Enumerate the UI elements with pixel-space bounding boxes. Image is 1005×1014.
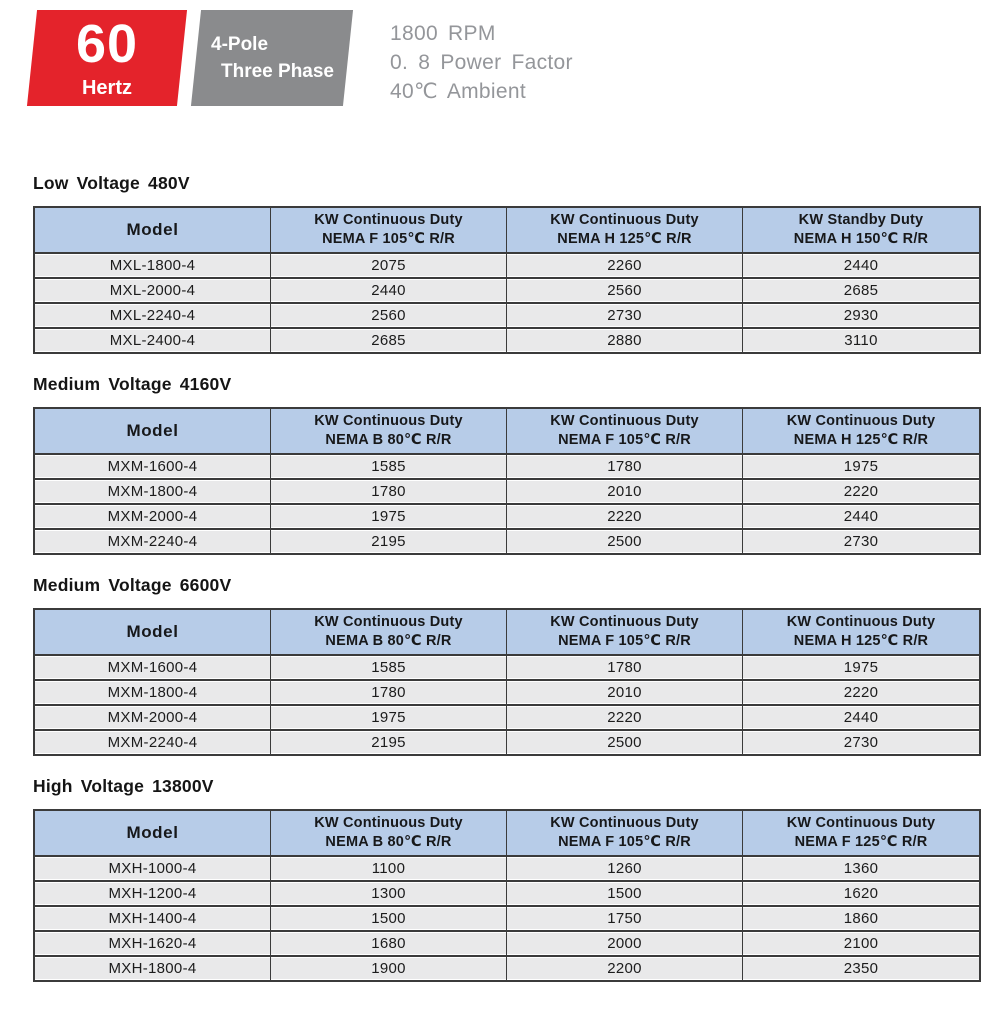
column-header-line2: NEMA H 125℃ R/R — [793, 432, 929, 448]
model-cell: MXM-1800-4 — [35, 480, 271, 505]
table-row — [35, 932, 979, 957]
section-title: Medium Voltage 6600V — [33, 575, 232, 595]
model-cell: MXH-1800-4 — [35, 957, 271, 980]
column-header-line1: KW Continuous Duty — [550, 815, 699, 831]
column-header-line1: KW Continuous Duty — [786, 413, 936, 429]
column-header-line1: KW Continuous Duty — [550, 212, 699, 228]
kw-value-cell: 2685 — [743, 279, 979, 304]
section-title: High Voltage 13800V — [33, 776, 214, 796]
kw-value-cell: 1975 — [743, 656, 979, 681]
kw-value-cell: 2075 — [271, 254, 507, 279]
kw-value-cell: 2260 — [507, 254, 743, 279]
kw-value-cell: 2195 — [271, 731, 507, 754]
table-row — [35, 530, 979, 553]
column-header-kw — [507, 208, 743, 254]
kw-value-cell: 1975 — [271, 505, 507, 530]
model-cell: MXM-1600-4 — [35, 656, 271, 681]
column-header-line1: KW Continuous Duty — [314, 413, 463, 429]
model-cell: MXM-2240-4 — [35, 530, 271, 553]
kw-value-cell: 1100 — [271, 857, 507, 882]
section-title: Medium Voltage 4160V — [33, 374, 232, 394]
kw-value-cell: 2220 — [507, 505, 743, 530]
hertz-badge — [27, 10, 187, 106]
model-cell: MXL-2240-4 — [35, 304, 271, 329]
table-row — [35, 907, 979, 932]
column-header-kw — [507, 610, 743, 656]
kw-value-cell: 1620 — [743, 882, 979, 907]
table-row — [35, 329, 979, 352]
model-cell: MXH-1000-4 — [35, 857, 271, 882]
spec-line-rpm: 1800 RPM — [390, 22, 496, 45]
kw-value-cell: 2560 — [271, 304, 507, 329]
table-row — [35, 857, 979, 882]
kw-value-cell: 1585 — [271, 455, 507, 480]
kw-value-cell: 1360 — [743, 857, 979, 882]
column-header-line1: KW Continuous Duty — [314, 815, 463, 831]
kw-value-cell: 2200 — [507, 957, 743, 980]
column-header-kw — [271, 610, 507, 656]
model-cell: MXL-2400-4 — [35, 329, 271, 352]
column-header-line2: NEMA F 105℃ R/R — [558, 633, 691, 649]
kw-value-cell: 2010 — [507, 681, 743, 706]
rating-table — [33, 206, 981, 354]
kw-value-cell: 1750 — [507, 907, 743, 932]
model-cell: MXL-2000-4 — [35, 279, 271, 304]
column-header-line2: NEMA B 80℃ R/R — [325, 834, 452, 850]
kw-value-cell: 2930 — [743, 304, 979, 329]
pole-label: 4-Pole — [211, 34, 269, 55]
kw-value-cell: 2100 — [743, 932, 979, 957]
model-cell: MXL-1800-4 — [35, 254, 271, 279]
column-header-line2: NEMA F 105℃ R/R — [558, 432, 691, 448]
kw-value-cell: 2440 — [271, 279, 507, 304]
kw-value-cell: 3110 — [743, 329, 979, 352]
kw-value-cell: 2440 — [743, 254, 979, 279]
model-cell: MXM-1800-4 — [35, 681, 271, 706]
kw-value-cell: 1780 — [507, 455, 743, 480]
kw-value-cell: 2730 — [743, 731, 979, 754]
table-row — [35, 957, 979, 980]
table-row — [35, 731, 979, 754]
column-header-line1: KW Continuous Duty — [786, 614, 936, 630]
rating-table — [33, 809, 981, 982]
voltage-section — [33, 173, 985, 354]
voltage-section — [33, 575, 985, 756]
kw-value-cell: 2010 — [507, 480, 743, 505]
column-header-model: Model — [35, 610, 271, 656]
column-header-line2: NEMA F 105℃ R/R — [558, 834, 691, 850]
table-row — [35, 882, 979, 907]
kw-value-cell: 2500 — [507, 731, 743, 754]
column-header-line2: NEMA H 150℃ R/R — [793, 231, 929, 247]
column-header-kw — [271, 409, 507, 455]
column-header-kw — [743, 610, 979, 656]
kw-value-cell: 1780 — [507, 656, 743, 681]
model-cell: MXM-1600-4 — [35, 455, 271, 480]
kw-value-cell: 2220 — [743, 681, 979, 706]
kw-value-cell: 2440 — [743, 706, 979, 731]
column-header-kw — [271, 811, 507, 857]
column-header-model: Model — [35, 208, 271, 254]
pole-phase-badge — [191, 10, 353, 106]
kw-value-cell: 2560 — [507, 279, 743, 304]
kw-value-cell: 1500 — [507, 882, 743, 907]
column-header-line2: NEMA F 105℃ R/R — [322, 231, 455, 247]
column-header-kw — [743, 409, 979, 455]
column-header-model: Model — [35, 811, 271, 857]
kw-value-cell: 1260 — [507, 857, 743, 882]
kw-value-cell: 1300 — [271, 882, 507, 907]
rating-tables — [33, 173, 985, 982]
column-header-line2: NEMA H 125℃ R/R — [557, 231, 692, 247]
column-header-line2: NEMA B 80℃ R/R — [325, 633, 452, 649]
kw-value-cell: 2000 — [507, 932, 743, 957]
model-cell: MXH-1400-4 — [35, 907, 271, 932]
column-header-model: Model — [35, 409, 271, 455]
kw-value-cell: 1585 — [271, 656, 507, 681]
column-header-line2: NEMA B 80℃ R/R — [325, 432, 452, 448]
kw-value-cell: 1860 — [743, 907, 979, 932]
kw-value-cell: 2730 — [507, 304, 743, 329]
rating-table — [33, 407, 981, 555]
column-header-line1: KW Continuous Duty — [314, 212, 463, 228]
table-row — [35, 455, 979, 480]
model-cell: MXM-2240-4 — [35, 731, 271, 754]
table-header-row — [35, 409, 979, 455]
kw-value-cell: 1780 — [271, 681, 507, 706]
column-header-kw — [743, 811, 979, 857]
table-row — [35, 279, 979, 304]
model-cell: MXH-1200-4 — [35, 882, 271, 907]
column-header-kw — [743, 208, 979, 254]
voltage-section — [33, 776, 985, 982]
kw-value-cell: 2220 — [743, 480, 979, 505]
kw-value-cell: 2880 — [507, 329, 743, 352]
spec-line-ambient: 40℃ Ambient — [390, 80, 526, 103]
column-header-kw — [507, 409, 743, 455]
column-header-line1: KW Standby Duty — [798, 212, 924, 228]
column-header-line1: KW Continuous Duty — [314, 614, 463, 630]
table-row — [35, 304, 979, 329]
table-row — [35, 681, 979, 706]
table-header-row — [35, 811, 979, 857]
spec-list — [390, 19, 573, 106]
model-cell: MXM-2000-4 — [35, 505, 271, 530]
column-header-line1: KW Continuous Duty — [550, 614, 699, 630]
kw-value-cell: 2195 — [271, 530, 507, 553]
spec-line-power-factor: 0. 8 Power Factor — [390, 51, 573, 74]
kw-value-cell: 1780 — [271, 480, 507, 505]
table-row — [35, 480, 979, 505]
kw-value-cell: 1975 — [271, 706, 507, 731]
phase-label: Three Phase — [221, 61, 334, 82]
table-row — [35, 505, 979, 530]
kw-value-cell: 2500 — [507, 530, 743, 553]
kw-value-cell: 1680 — [271, 932, 507, 957]
column-header-kw — [271, 208, 507, 254]
table-row — [35, 254, 979, 279]
kw-value-cell: 2350 — [743, 957, 979, 980]
voltage-section — [33, 374, 985, 555]
kw-value-cell: 1975 — [743, 455, 979, 480]
table-row — [35, 706, 979, 731]
rating-table — [33, 608, 981, 756]
kw-value-cell: 1900 — [271, 957, 507, 980]
column-header-line2: NEMA F 125℃ R/R — [794, 834, 928, 850]
model-cell: MXM-2000-4 — [35, 706, 271, 731]
kw-value-cell: 2440 — [743, 505, 979, 530]
model-cell: MXH-1620-4 — [35, 932, 271, 957]
column-header-line2: NEMA H 125℃ R/R — [793, 633, 929, 649]
section-title: Low Voltage 480V — [33, 173, 190, 193]
table-header-row — [35, 208, 979, 254]
kw-value-cell: 1500 — [271, 907, 507, 932]
kw-value-cell: 2220 — [507, 706, 743, 731]
table-header-row — [35, 610, 979, 656]
kw-value-cell: 2685 — [271, 329, 507, 352]
column-header-line1: KW Continuous Duty — [786, 815, 936, 831]
kw-value-cell: 2730 — [743, 530, 979, 553]
hertz-unit-label: Hertz — [81, 76, 132, 99]
column-header-kw — [507, 811, 743, 857]
hertz-value: 60 — [75, 13, 139, 74]
table-row — [35, 656, 979, 681]
column-header-line1: KW Continuous Duty — [550, 413, 699, 429]
